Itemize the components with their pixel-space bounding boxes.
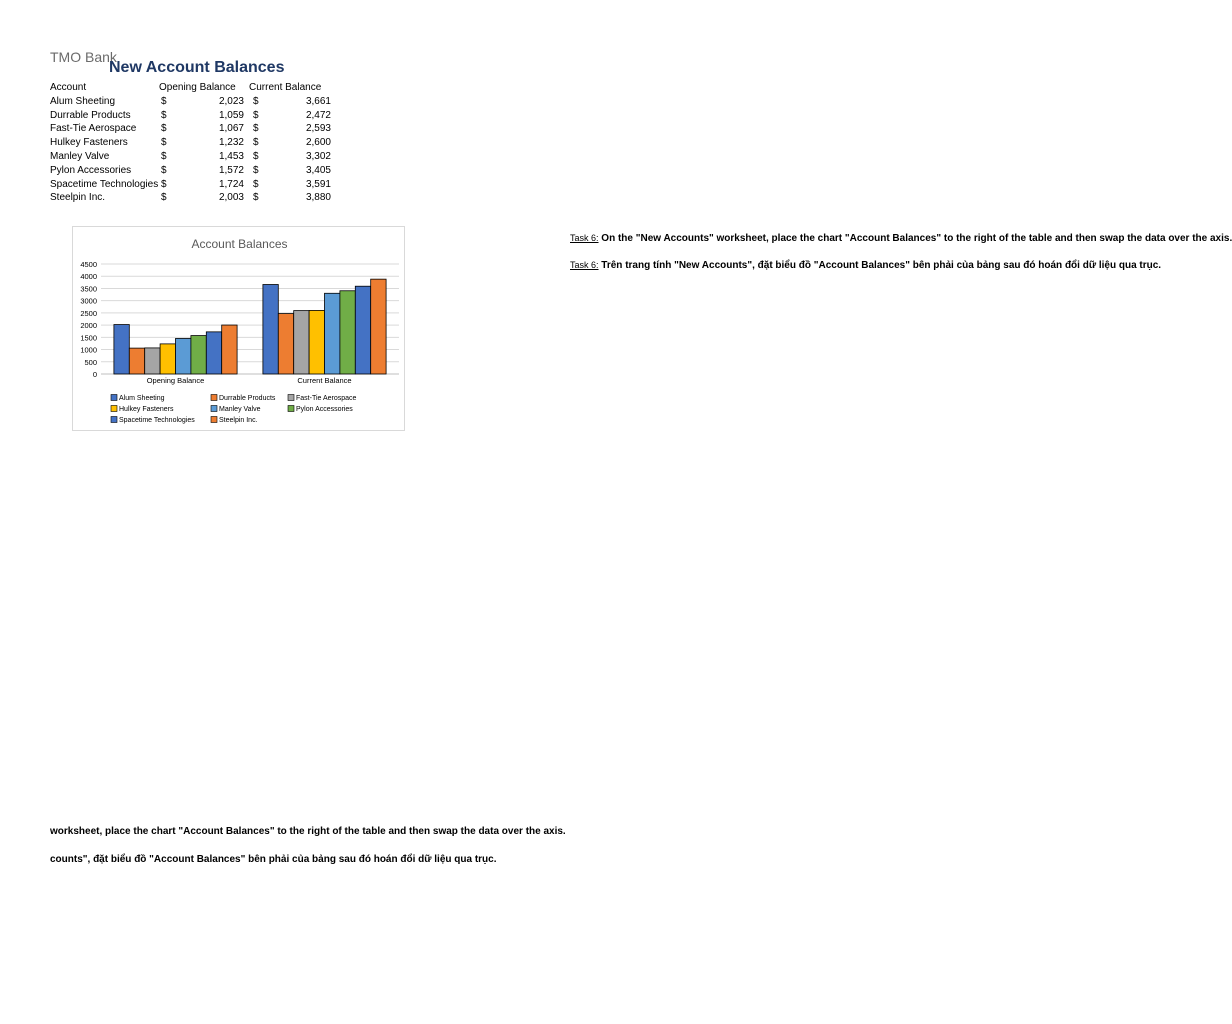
bar	[340, 291, 355, 374]
current-balance-cell[interactable]: 3,405	[305, 164, 331, 176]
currency-cell[interactable]: $	[253, 123, 259, 135]
y-tick-label: 2000	[80, 321, 97, 331]
opening-balance-cell[interactable]: 2,023	[218, 95, 244, 107]
chart-title: Account Balances	[191, 237, 288, 251]
opening-balance-cell[interactable]: 1,067	[218, 123, 244, 135]
task-vietnamese	[570, 260, 1162, 271]
sheet-title: New Account Balances	[109, 59, 285, 76]
bar	[114, 325, 129, 374]
header-opening-balance[interactable]: Opening Balance	[159, 82, 236, 93]
account-cell[interactable]: Steelpin Inc.	[50, 192, 106, 204]
currency-cell[interactable]: $	[253, 150, 259, 162]
opening-balance-cell[interactable]: 2,003	[218, 192, 244, 204]
bar	[129, 348, 144, 374]
currency-cell[interactable]: $	[161, 137, 167, 149]
legend-swatch	[111, 395, 117, 401]
bar	[294, 311, 309, 374]
task-vietnamese-overflow: counts", đặt biểu đồ "Account Balances" bên phải của bảng sau đó hoán đổi dữ liệu qua trục.	[50, 854, 497, 865]
legend-label: Hulkey Fasteners	[119, 406, 174, 413]
legend-swatch	[111, 406, 117, 412]
legend-swatch	[288, 395, 294, 401]
y-tick-label: 500	[84, 357, 97, 367]
legend-label: Pylon Accessories	[296, 406, 353, 413]
currency-cell[interactable]: $	[253, 95, 259, 107]
legend-swatch	[211, 417, 217, 423]
opening-balance-cell[interactable]: 1,059	[218, 109, 244, 121]
current-balance-cell[interactable]: 2,593	[305, 123, 331, 135]
account-balances-chart[interactable]	[72, 226, 405, 431]
legend-swatch	[211, 395, 217, 401]
task-label: Task 6:	[570, 260, 599, 270]
bar	[160, 344, 175, 374]
company-name: TMO Bank	[50, 49, 117, 65]
opening-balance-cell[interactable]: 1,724	[218, 178, 244, 190]
legend-label: Spacetime Technologies	[119, 417, 195, 424]
legend-label: Alum Sheeting	[119, 395, 165, 402]
legend-swatch	[111, 417, 117, 423]
currency-cell[interactable]: $	[161, 150, 167, 162]
y-tick-label: 1500	[80, 333, 97, 343]
task-english-overflow: worksheet, place the chart "Account Balances" to the right of the table and then swap the data over the axis.	[50, 826, 566, 837]
current-balance-cell[interactable]: 3,661	[305, 95, 331, 107]
account-cell[interactable]: Spacetime Technologies	[50, 178, 159, 190]
task-label: Task 6:	[570, 233, 599, 243]
bar	[278, 314, 293, 374]
x-tick-label: Current Balance	[297, 376, 352, 385]
current-balance-cell[interactable]: 2,472	[305, 109, 331, 121]
chart-svg	[73, 227, 406, 432]
y-tick-label: 3500	[80, 284, 97, 294]
y-tick-label: 2500	[80, 308, 97, 318]
account-cell[interactable]: Alum Sheeting	[50, 95, 116, 107]
bar	[355, 286, 370, 374]
opening-balance-cell[interactable]: 1,232	[218, 137, 244, 149]
header-account[interactable]: Account	[50, 82, 87, 93]
currency-cell[interactable]: $	[253, 137, 259, 149]
header-current-balance[interactable]: Current Balance	[249, 82, 322, 93]
y-tick-label: 1000	[80, 345, 97, 355]
legend-swatch	[288, 406, 294, 412]
account-cell[interactable]: Hulkey Fasteners	[50, 137, 128, 149]
y-tick-label: 4500	[80, 260, 97, 269]
currency-cell[interactable]: $	[161, 192, 167, 204]
account-cell[interactable]: Pylon Accessories	[50, 164, 132, 176]
currency-cell[interactable]: $	[161, 123, 167, 135]
bar	[371, 279, 386, 374]
currency-cell[interactable]: $	[253, 164, 259, 176]
current-balance-cell[interactable]: 3,302	[305, 150, 331, 162]
legend-swatch	[211, 406, 217, 412]
bar	[325, 293, 340, 374]
current-balance-cell[interactable]: 3,880	[305, 192, 331, 204]
bar	[222, 325, 237, 374]
account-cell[interactable]: Durrable Products	[50, 109, 131, 121]
current-balance-cell[interactable]: 2,600	[305, 137, 331, 149]
bar	[145, 348, 160, 374]
bar	[191, 336, 206, 374]
currency-cell[interactable]: $	[161, 109, 167, 121]
currency-cell[interactable]: $	[161, 95, 167, 107]
current-balance-cell[interactable]: 3,591	[305, 178, 331, 190]
task-text: Trên trang tính "New Accounts", đặt biểu đồ "Account Balances" bên phải của bảng sau đó hoán đổi dữ liệu qua trục.	[601, 260, 1162, 271]
account-cell[interactable]: Fast-Tie Aerospace	[50, 123, 137, 135]
legend-label: Manley Valve	[219, 406, 261, 413]
opening-balance-cell[interactable]: 1,453	[218, 150, 244, 162]
currency-cell[interactable]: $	[253, 178, 259, 190]
bar	[309, 310, 324, 374]
y-tick-label: 0	[92, 370, 97, 379]
currency-cell[interactable]: $	[161, 164, 167, 176]
bar	[206, 332, 221, 374]
legend-label: Fast-Tie Aerospace	[296, 395, 357, 402]
x-tick-label: Opening Balance	[146, 376, 205, 385]
account-cell[interactable]: Manley Valve	[50, 150, 110, 162]
task-english	[570, 233, 1232, 244]
currency-cell[interactable]: $	[253, 192, 259, 204]
y-tick-label: 3000	[80, 296, 97, 306]
bar	[176, 338, 191, 374]
opening-balance-cell[interactable]: 1,572	[218, 164, 244, 176]
y-tick-label: 4000	[80, 272, 97, 282]
bar	[263, 285, 278, 374]
legend-label: Durrable Products	[219, 395, 276, 402]
currency-cell[interactable]: $	[253, 109, 259, 121]
legend-label: Steelpin Inc.	[219, 417, 258, 424]
currency-cell[interactable]: $	[161, 178, 167, 190]
task-text: On the "New Accounts" worksheet, place the chart "Account Balances" to the right of the table and then swap the data over the axis.	[601, 233, 1232, 244]
